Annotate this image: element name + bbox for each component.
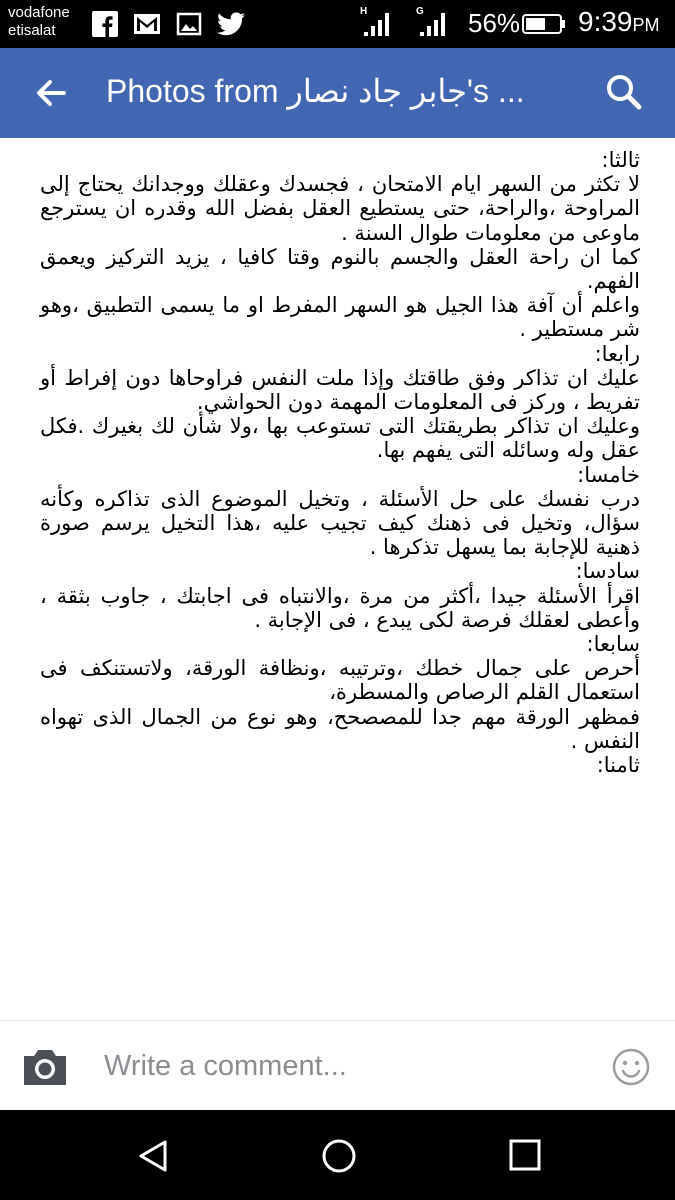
carrier-line-2: etisalat [8,22,56,39]
camera-icon [20,1047,70,1087]
page-title: Photos from جابر جاد نصار's ... [106,73,525,109]
search-icon [604,72,644,112]
signal-2-label: G [416,6,424,17]
post-line: رابعا: [594,341,640,366]
nav-back-icon [135,1138,171,1174]
notification-icons [90,9,246,39]
back-button[interactable] [30,72,72,114]
gmail-icon [132,9,162,39]
nav-home-button[interactable] [320,1137,358,1175]
post-line: لا تكثر من السهر ايام الامتحان ، فجسدك وعقلك ووجدانك يحتاج إلى المراوحة ،والراحة، حتى يستطيع العقل بفضل الله وقدره ان يسترجع ماوعى من معلومات طوال السنة . [40,172,640,245]
emoji-button[interactable] [611,1047,651,1087]
clock-ampm: PM [632,15,660,35]
signal-indicators [360,8,450,38]
post-line: سابعا: [586,632,640,657]
carrier-line-1: vodafone [8,4,70,21]
battery-icon [522,14,566,34]
system-nav-bar [0,1110,675,1200]
camera-button[interactable] [20,1047,70,1087]
signal-1 [360,8,394,38]
post-line: وعليك ان تذاكر بطريقتك التى تستوعب بها ،ولا شأن لك بغيرك .فكل عقل وله وسائله التى يفهم بها. [40,414,640,463]
post-text [0,138,675,777]
post-line: فمظهر الورقة مهم جدا للمصصحح، وهو نوع من الجمال الذى تهواه النفس . [40,704,640,753]
gallery-icon [174,9,204,39]
post-line: درب نفسك على حل الأسئلة ، وتخيل الموضوع الذى تذاكره وكأنه سؤال، وتخيل فى ذهنك كيف تجيب عليه ،هذا التخيل يرسم صورة ذهنية للإجابة بما يسهل تذكرها . [40,486,640,560]
facebook-icon [90,9,120,39]
battery-percent: 56% [468,8,521,38]
clock-time: 9:39 [578,6,633,37]
twitter-icon [216,9,246,39]
app-bar [0,48,675,138]
signal-1-label: H [360,6,368,17]
arrow-left-icon [30,72,72,114]
post-line: كما ان راحة العقل والجسم بالنوم وقتا كافيا ، يزيد التركيز ويعمق الفهم. [40,244,640,294]
status-bar [0,0,675,48]
post-line: ثامنا: [596,753,640,778]
post-line: عليك ان تذاكر وفق طاقتك وإذا ملت النفس فراوحاها دون إفراط أو تفريط ، وركز فى المعلومات المهمة دون الحواشي. [40,365,640,415]
nav-home-icon [320,1137,358,1175]
nav-recent-button[interactable] [508,1138,542,1172]
smiley-icon [611,1047,651,1087]
comment-input[interactable] [104,1045,584,1087]
post-line: واعلم أن آفة هذا الجيل هو السهر المفرط او ما يسمى التطبيق ،وهو شر مستطير . [40,293,640,342]
carrier-label [8,4,70,40]
post-line: أحرص على جمال خطك ،وترتيبه ،ونظافة الورقة، ولاتستنكف فى استعمال القلم الرصاص والمسطرة، [40,656,640,705]
clock [578,6,660,38]
photo-text-content[interactable] [0,138,675,1020]
nav-back-button[interactable] [135,1138,171,1174]
signal-2 [416,8,450,38]
nav-recent-icon [508,1138,542,1172]
post-line: سادسا: [575,559,640,584]
post-line: اقرأ الأسئلة جيدا ،أكثر من مرة ،والانتباه فى اجابتك ، جاوب بثقة ، وأعطى لعقلك فرصة لكى يبدع ، فى الإجابة . [40,583,640,632]
search-button[interactable] [604,72,644,112]
comment-bar [0,1020,675,1110]
post-line: خامسا: [577,462,640,487]
post-line: ثالثا: [601,148,640,172]
